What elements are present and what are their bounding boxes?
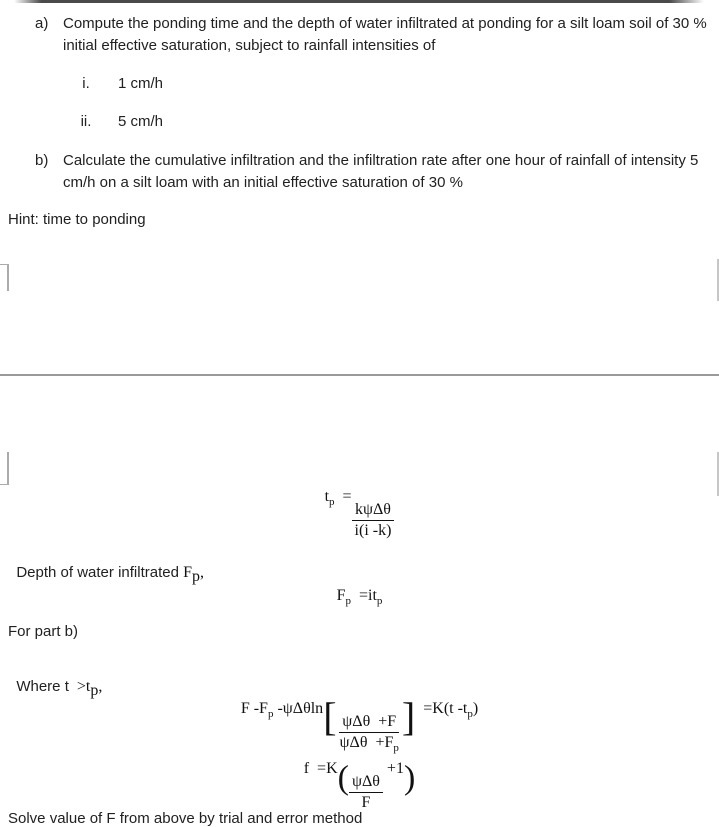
depth-infiltrated-formula: $F_p =it_p$	[336, 587, 383, 607]
tp-fraction: $\frac{\text{kψΔθ}}{i(i -k)}$	[352, 501, 395, 540]
left-square-bracket: [	[323, 693, 337, 739]
item-b-label: b)	[35, 152, 49, 169]
left-paren: (	[337, 759, 349, 797]
hint-text: Hint: time to ponding	[8, 211, 146, 228]
item-a-label: a)	[35, 15, 49, 32]
problem-item-b	[35, 150, 707, 194]
cropped-box-corner-left-lower	[0, 452, 9, 485]
f-rate-fraction: $\frac{\text{ψΔθ}}{F}$	[349, 773, 383, 812]
where-condition: Where t >tp,	[16, 678, 103, 699]
fp-symbol: F	[336, 587, 346, 604]
top-edge-bar	[14, 0, 704, 3]
item-a-text: Compute the ponding time and the depth of water infiltrated at ponding for a silt loam soil of 30 % initial effective saturation, subject to rainfall intensities of	[63, 15, 707, 54]
depth-infiltrated-label: Depth of water infiltrated Fp,	[16, 564, 205, 585]
subitem-i-value: 1 cm/h	[118, 75, 164, 92]
ponding-time-formula: $t_p$ = $\frac{\text{kψΔθ}}{i(i -k)}$	[0, 488, 719, 540]
part-b-label: For part b)	[8, 623, 79, 640]
cropped-box-corner-left-upper	[0, 264, 9, 291]
infiltration-rate-formula: f =K( $\frac{\text{ψΔθ}}{F}$ +1)	[303, 759, 416, 811]
right-paren: )	[403, 759, 416, 797]
green-ampt-fraction: $\frac{\text{ψΔθ +F}}{\psi\Delta\theta +F_p}$	[339, 712, 399, 754]
tp-symbol: t	[324, 488, 330, 505]
clipped-bottom-text: Solve value of F from above by trial and error method	[8, 810, 363, 827]
right-square-bracket: ]	[401, 693, 416, 739]
green-ampt-formula: F $-F_p$ -ψΔθln[ $\frac{\text{ψΔθ +F}}{\psi\Delta\theta +F_p}$ ] =K(t $-t_p$)	[240, 693, 479, 754]
subitem-ii-value: 5 cm/h	[118, 113, 164, 130]
subitem-i-label: i.	[82, 75, 90, 92]
item-b-text: Calculate the cumulative infiltration and the infiltration rate after one hour of rainfall of intensity 5 cm/h on a silt loam with an initial effective saturation of 30 %	[63, 152, 699, 191]
section-divider	[0, 374, 719, 376]
subitem-ii-label: ii.	[80, 113, 92, 130]
problem-item-a	[35, 13, 707, 57]
